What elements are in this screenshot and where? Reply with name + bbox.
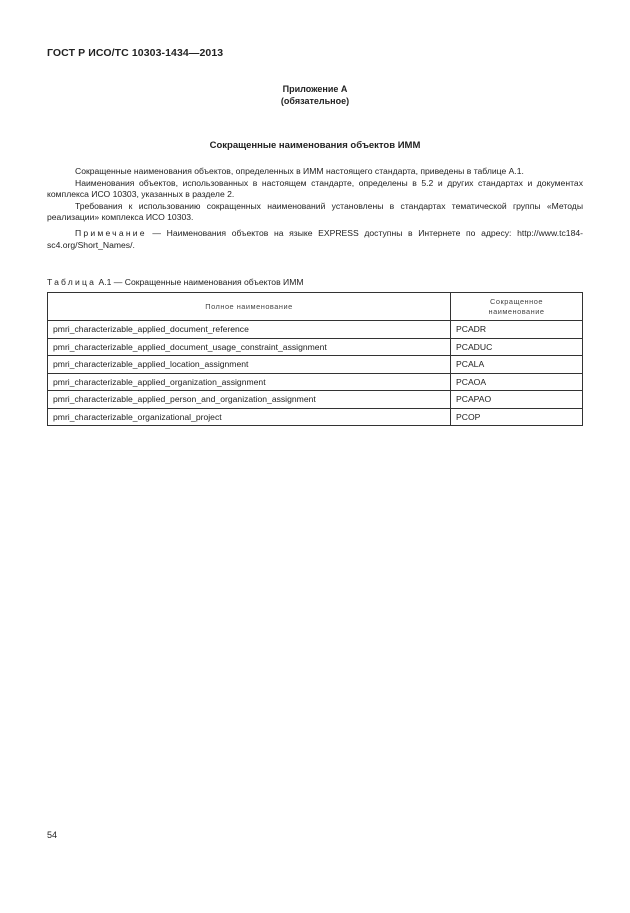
paragraph-1: Сокращенные наименования объектов, определенных в ИММ настоящего стандарта, приведены в таблице А.1. — [75, 166, 524, 176]
cell-short-name: PCAOA — [451, 373, 583, 391]
cell-short-name: PCOP — [451, 408, 583, 426]
table-caption — [47, 277, 304, 287]
paragraph-2: Наименования объектов, использованных в настоящем стандарте, определены в 5.2 и других стандартах и документах комплекса ИСО 10303, указанных в разделе 2. — [47, 177, 583, 200]
table-header-row — [48, 293, 583, 321]
appendix-title: Приложение А — [282, 84, 348, 94]
cell-full-name: pmri_characterizable_applied_location_assignment — [48, 356, 451, 374]
column-header-short-line-2: наименование — [488, 306, 545, 316]
table-row — [48, 356, 583, 374]
column-header-full-name: Полное наименование — [48, 293, 451, 321]
cell-short-name: PCADR — [451, 321, 583, 339]
cell-full-name: pmri_characterizable_applied_document_reference — [48, 321, 451, 339]
cell-full-name: pmri_characterizable_applied_document_usage_constraint_assignment — [48, 338, 451, 356]
abbreviations-table — [47, 292, 583, 426]
table-caption-text: А.1 — Сокращенные наименования объектов ИММ — [96, 277, 304, 287]
cell-full-name: pmri_characterizable_organizational_project — [48, 408, 451, 426]
page-number: 54 — [47, 830, 58, 840]
cell-full-name: pmri_characterizable_applied_organization_assignment — [48, 373, 451, 391]
table-caption-label: Таблица — [47, 277, 97, 287]
section-title: Сокращенные наименования объектов ИММ — [209, 140, 421, 151]
cell-short-name: PCADUC — [451, 338, 583, 356]
table-row — [48, 338, 583, 356]
cell-short-name: PCALA — [451, 356, 583, 374]
cell-short-name: PCAPAO — [451, 391, 583, 409]
column-header-short-line-1: Сокращенное — [490, 296, 543, 306]
column-header-short-name — [451, 293, 583, 321]
appendix-status: (обязательное) — [280, 96, 350, 106]
body-text — [47, 166, 583, 251]
table-row — [48, 321, 583, 339]
table-row — [48, 408, 583, 426]
note-paragraph — [47, 228, 583, 251]
cell-full-name: pmri_characterizable_applied_person_and_organization_assignment — [48, 391, 451, 409]
table-row — [48, 391, 583, 409]
paragraph-3: Требования к использованию сокращенных наименований установлены в стандартах тематической группы «Методы реализации» комплекса ИСО 10303. — [47, 200, 583, 223]
note-label: Примечание — [75, 227, 147, 238]
note-text: — Наименования объектов на языке EXPRESS доступны в Интернете по адресу: http://www.tc184-sc4.org/Short_Names/. — [47, 227, 583, 250]
table-row — [48, 373, 583, 391]
document-id-header: ГОСТ Р ИСО/ТС 10303-1434—2013 — [47, 47, 224, 59]
